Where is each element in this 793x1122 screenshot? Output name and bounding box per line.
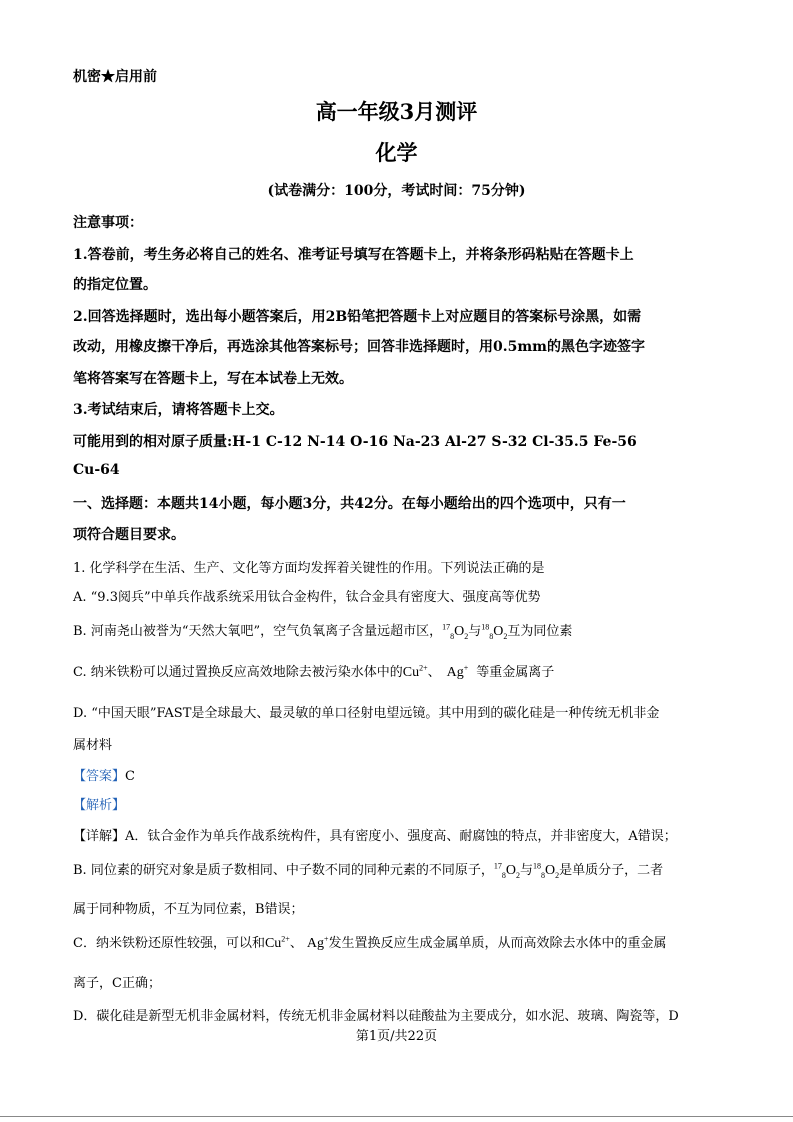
detail-ion-ag: Ag+	[306, 934, 329, 951]
detail-c: C．纳米铁粉还原性较强，可以和$Cu^{2+}$、 Ag+发生置换反应生成金属单质，从而高效除去水体中的重金属	[73, 934, 667, 951]
answer-label: 【答案】	[73, 769, 126, 784]
atomic-mass-line-2: Cu-64	[73, 462, 120, 478]
detail-d: D．碳化硅是新型无机非金属材料，传统无机非金属材料以硅酸盐为主要成分，如水泥、玻璃、陶瓷等，D	[73, 1009, 679, 1024]
detail-ion-cu: $Cu^{2+}$	[264, 934, 290, 951]
page-footer: 第1页/共22页	[355, 1029, 438, 1044]
isotope-o18: $^{18}_8O_2$	[481, 622, 508, 641]
answer-line	[73, 765, 721, 784]
note-2-line-1: 2.回答选择题时，选出每小题答案后，用2B铅笔把答题卡上对应题目的答案标号涂黑，如需	[73, 309, 642, 325]
ion-ag: Ag+	[446, 663, 469, 680]
option-b: B. 河南尧山被誉为“天然大氧吧”，空气负氧离子含量远超市区，$^{17}_8O_2$与$^{18}_8O_2$互为同位素	[73, 622, 573, 641]
detail-b: B. 同位素的研究对象是质子数相同、中子数不同的同种元素的不同原子，$^{17}_8O_2$与$^{18}_8O_2$是单质分子，二者	[73, 861, 664, 880]
option-c: C. 纳米铁粉可以通过置换反应高效地除去被污染水体中的$Cu^{2+}$、 Ag+ 等重金属离子	[73, 663, 555, 680]
detail-b-line-2: 属于同种物质，不互为同位素，B错误；	[73, 902, 304, 917]
detail-c-line-2: 离子，C正确；	[73, 976, 161, 991]
detail-isotope-o17: $^{17}_8O_2$	[493, 861, 520, 880]
ion-cu: $Cu^{2+}$	[402, 663, 428, 680]
notes-heading: 注意事项：	[73, 215, 143, 231]
detail-label: 【详解】	[73, 829, 126, 844]
note-1-line-2: 的指定位置。	[73, 277, 157, 293]
option-d-line-2: 属材料	[73, 738, 113, 753]
option-d-line-1: D. “中国天眼”FAST是全球最大、最灵敏的单口径射电望远镜。其中用到的碳化硅是一种传统无机非金	[73, 706, 660, 721]
atomic-mass-line-1: 可能用到的相对原子质量:H-1 C-12 N-14 O-16 Na-23 Al-27 S-32 Cl-35.5 Fe-56	[73, 434, 637, 450]
detail-isotope-o18: $^{18}_8O_2$	[532, 861, 560, 880]
analysis-label: 【解析】	[73, 798, 126, 813]
bottom-divider	[0, 1116, 793, 1117]
option-b-text: B. 河南尧山被誉为“天然大氧吧”，空气负氧离子含量远超市区，	[73, 624, 443, 639]
note-1-line-1: 1.答卷前，考生务必将自己的姓名、准考证号填写在答题卡上，并将条形码粘贴在答题卡上	[73, 247, 634, 263]
note-2-line-3: 笔将答案写在答题卡上，写在本试卷上无效。	[73, 371, 353, 387]
note-2-line-2: 改动，用橡皮擦干净后，再选涂其他答案标号；回答非选择题时，用0.5mm的黑色字迹签字	[73, 339, 645, 355]
exam-info: (试卷满分：100分，考试时间：75分钟)	[267, 183, 526, 199]
detail-a: 【详解】A．钛合金作为单兵作战系统构件，具有密度小、强度高、耐腐蚀的特点，并非密度大，A错误；	[73, 829, 677, 844]
option-a: A. “9.3阅兵”中单兵作战系统采用钛合金构件，钛合金具有密度大、强度高等优势	[73, 590, 541, 605]
question-stem: 1. 化学科学在生活、生产、文化等方面均发挥着关键性的作用。下列说法正确的是	[73, 561, 545, 576]
note-3: 3.考试结束后，请将答题卡上交。	[73, 402, 284, 418]
exam-title: 高一年级3月测评	[315, 99, 478, 124]
answer-value: C	[125, 769, 135, 784]
section-heading-line-2: 项符合题目要求。	[73, 527, 185, 543]
confidential-label: 机密★启用前	[73, 69, 157, 85]
section-heading-line-1: 一、选择题：本题共14小题，每小题3分，共42分。在每小题给出的四个选项中，只有一	[73, 496, 626, 512]
isotope-o17: $^{17}_8O_2$	[442, 622, 469, 641]
subject-title: 化学	[375, 140, 418, 165]
